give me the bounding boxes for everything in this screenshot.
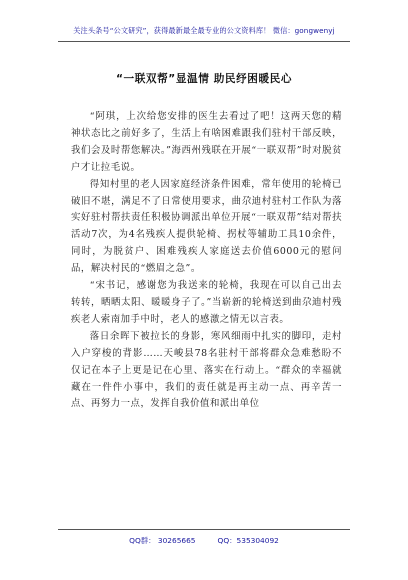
header-divider xyxy=(58,41,350,42)
footer-divider xyxy=(58,529,350,530)
footer xyxy=(0,535,408,546)
footer-qq-group: QQ群： 30265665 xyxy=(129,536,196,545)
paragraph: 得知村里的老人因家庭经济条件困难，常年使用的轮椅已破旧不堪，满足不了日常使用要求，曲尕迪村驻村工作队为落实好驻村帮扶责任积极协调派出单位开展“一联双帮”结对帮扶活动7次，为4名残疾人提供轮椅、拐杖等辅助工具10余件，同时，为脱贫户、困难残疾人家庭送去价值6000元的慰问品，解决村民的“燃眉之急”。 xyxy=(71,178,342,275)
document-body xyxy=(71,109,342,413)
paragraph: “阿琪，上次给您安排的医生去看过了吧！这两天您的精神状态比之前好多了，生活上有啥困难跟我们驻村干部反映，我们会及时帮您解决。”海西州残联在开展“一联双帮”时对脱贫户才让拉毛说。 xyxy=(71,111,342,173)
footer-qq-number: QQ：535304092 xyxy=(217,536,279,545)
header-note: 关注头条号“公文研究”，获得最新最全最专业的公文资料库！ 微信：gongwenyj xyxy=(73,26,335,35)
paragraph: 落日余晖下被拉长的身影，寒风细雨中扎实的脚印，走村入户穿梭的背影……天峻县78名驻村干部将群众急难愁盼不仅记在本子上更是记在心里、落实在行动上。“群众的幸福就藏在一件件小事中，我们的责任就是再主动一点、再辛苦一点、再努力一点，发挥自我价值和派出单位 xyxy=(71,330,342,410)
paragraph: “宋书记，感谢您为我送来的轮椅，我现在可以自己出去转转，晒晒太阳、暖暖身子了。”当崭新的轮椅送到曲尕迪村残疾老人索南加手中时，老人的感激之情无以言表。 xyxy=(71,280,342,325)
document-title: “一联双帮”显温情 助民纾困暖民心 xyxy=(115,73,293,85)
